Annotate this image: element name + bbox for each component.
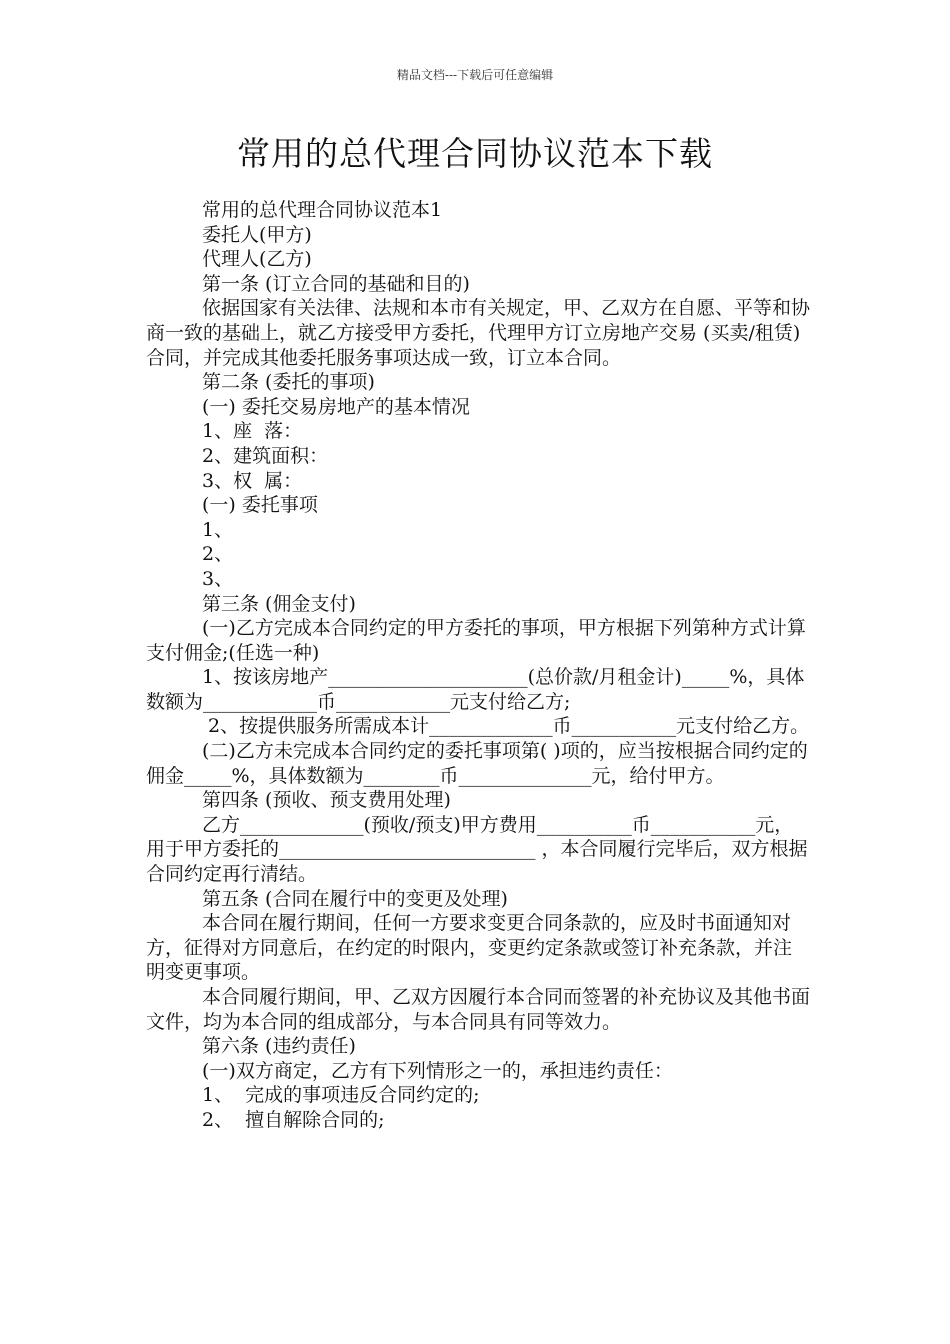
article-5-heading: 第五条 (合同在履行中的变更及处理)	[202, 887, 508, 910]
subtitle-line: 常用的总代理合同协议范本1	[202, 199, 443, 221]
article-4-heading: 第四条 (预收、预支费用处理)	[202, 789, 451, 812]
agent-line: 代理人(乙方)	[202, 248, 312, 271]
article-3-paragraph: (一)乙方完成本合同约定的甲方委托的事项，甲方根据下列第种方式计算支付佣金;(任选一种)	[146, 617, 806, 664]
article-3-paragraph: 2、按提供服务所需成本计_____________币___________元支付给乙方。	[202, 715, 810, 738]
article-6-heading: 第六条 (违约责任)	[202, 1035, 356, 1058]
clause-line: 2、建筑面积：	[202, 444, 329, 467]
clause-line: (一) 委托交易房地产的基本情况	[202, 395, 470, 418]
clause-line: 2、	[202, 543, 234, 566]
article-3-heading: 第三条 (佣金支付)	[202, 592, 356, 615]
document-title: 常用的总代理合同协议范本下载	[237, 134, 713, 173]
clause-line: 1、 完成的事项违反合同约定的;	[202, 1084, 480, 1107]
clause-line: 2、 擅自解除合同的;	[202, 1108, 385, 1131]
clause-line: (一)双方商定，乙方有下列情形之一的，承担违约责任：	[202, 1059, 673, 1082]
clause-line: 3、权 属：	[202, 469, 303, 492]
article-4-paragraph: 乙方_____________(预收/预支)甲方费用__________币___________元，用于甲方委托的___________________________ ，本合同履行完毕后，双方根据合同约定再行清结。	[146, 813, 808, 886]
clause-line: 3、	[202, 567, 234, 590]
article-2-heading: 第二条 (委托的事项)	[202, 371, 375, 394]
article-3-paragraph: 1、按该房地产_____________________(总价款/月租金计)_____%，具体数额为____________币____________元支付给乙方;	[146, 666, 805, 713]
article-3-paragraph: (二)乙方未完成本合同约定的委托事项第( )项的，应当按根据合同约定的佣金_____%，具体数额为________币______________元，给付甲方。	[146, 740, 808, 787]
document-body	[146, 198, 810, 1133]
clause-line: 1、	[202, 518, 234, 541]
page-header: 精品文档---下载后可任意编辑	[396, 68, 554, 82]
article-1-paragraph: 依据国家有关法律、法规和本市有关规定，甲、乙双方在自愿、平等和协商一致的基础上，就乙方接受甲方委托，代理甲方订立房地产交易 (买卖/租赁)合同，并完成其他委托服务事项达成一致，订立本合同。	[146, 297, 811, 369]
article-1-heading: 第一条 (订立合同的基础和目的)	[202, 272, 470, 295]
clause-line: (一) 委托事项	[202, 494, 318, 517]
principal-line: 委托人(甲方)	[202, 223, 312, 246]
article-5-paragraph: 本合同在履行期间，任何一方要求变更合同条款的，应及时书面通知对方，征得对方同意后，在约定的时限内，变更约定条款或签订补充条款，并注明变更事项。	[146, 912, 793, 984]
article-5-paragraph: 本合同履行期间，甲、乙双方因履行本合同而签署的补充协议及其他书面文件，均为本合同的组成部分，与本合同具有同等效力。	[146, 986, 811, 1033]
clause-line: 1、座 落：	[202, 420, 303, 443]
